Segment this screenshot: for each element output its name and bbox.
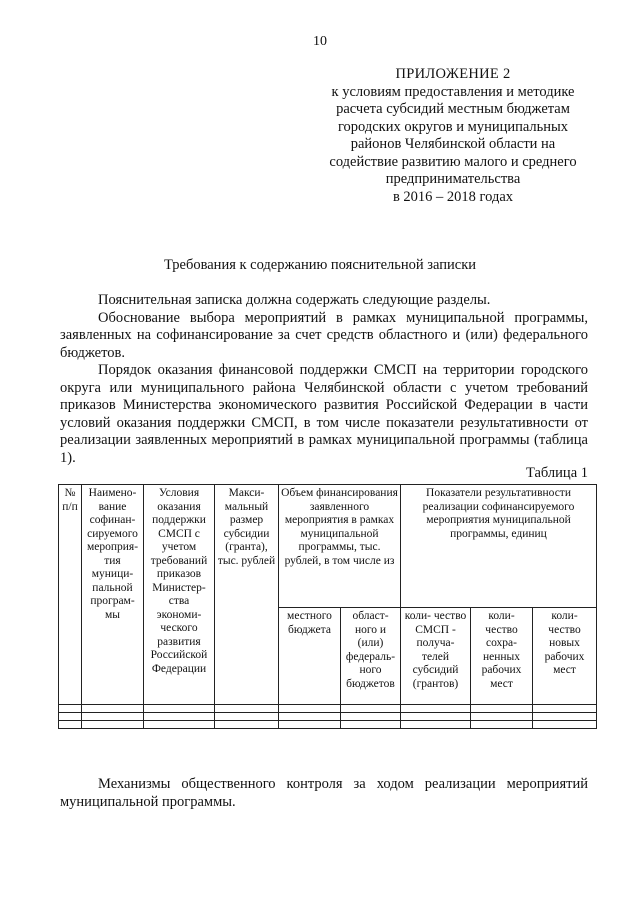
appendix-line: расчета субсидий местным бюджетам [336, 101, 570, 117]
appendix-line: в 2016 – 2018 годах [392, 188, 514, 205]
header-cell-local-budget: местного бюджета [279, 608, 341, 705]
table-caption: Таблица 1 [525, 465, 588, 481]
header-cell-number: № п/п [59, 485, 82, 705]
header-cell-max-subsidy: Макси- мальный размер субсидии (гранта), тыс. рублей [215, 485, 279, 705]
body-text [60, 292, 588, 467]
header-cell-recipients-count: коли- чество СМСП - получа- телей субсидий (грантов) [401, 608, 471, 705]
appendix-heading: ПРИЛОЖЕНИЕ 2 [395, 66, 511, 82]
paragraph: Обоснование выбора мероприятий в рамках муниципальной программы, заявленных на софинансирование за счет средств областного и (или) федерального бюджетов. [60, 309, 588, 361]
appendix-line: к условиям предоставления и методике [331, 83, 575, 100]
header-cell-saved-jobs: коли- чество сохра- ненных рабочих мест [471, 608, 533, 705]
header-cell-event-name: Наимено- вание софинан- сируемого мероприя- тия муници- пальной програм- мы [82, 485, 144, 705]
page-number: 10 [313, 34, 327, 49]
header-cell-funding-volume: Объем финансирования заявленного мероприятия в рамках муниципальной программы, тыс. рублей, в том числе из [279, 485, 401, 608]
table-header-row [59, 485, 597, 608]
document-title: Требования к содержанию пояснительной записки [163, 257, 477, 273]
appendix-line: районов Челябинской области на [350, 136, 556, 152]
appendix-line: содействие развитию малого и среднего [329, 153, 577, 170]
footer-text [60, 776, 588, 811]
table-row [59, 721, 597, 729]
appendix-line: предпринимательства [385, 171, 521, 187]
appendix-block [318, 66, 588, 206]
table-row [59, 705, 597, 713]
paragraph: Пояснительная записка должна содержать следующие разделы. [98, 292, 491, 308]
paragraph: Порядок оказания финансовой поддержки СМСП на территории городского округа или муниципального района Челябинской области с учетом требований приказов Министерства экономического развития Российской Федерации в части условий оказания поддержки СМСП, в том числе показатели результативности от реализации заявленных мероприятий в рамках муниципальной программы (таблица 1). [60, 362, 588, 466]
header-cell-indicators: Показатели результативности реализации софинансируемого мероприятия муниципальной программы, единиц [401, 485, 597, 608]
header-cell-conditions: Условия оказания поддержки СМСП с учетом требований приказов Министер- ства экономи- ческого развития Российской Федерации [144, 485, 215, 705]
header-cell-regional-budget: област- ного и (или) федераль- ного бюджетов [341, 608, 401, 705]
indicators-table [58, 484, 597, 729]
header-cell-new-jobs: коли- чество новых рабочих мест [533, 608, 597, 705]
table-row [59, 713, 597, 721]
paragraph: Механизмы общественного контроля за ходом реализации мероприятий муниципальной программы. [60, 776, 588, 810]
appendix-line: городских округов и муниципальных [337, 118, 569, 135]
